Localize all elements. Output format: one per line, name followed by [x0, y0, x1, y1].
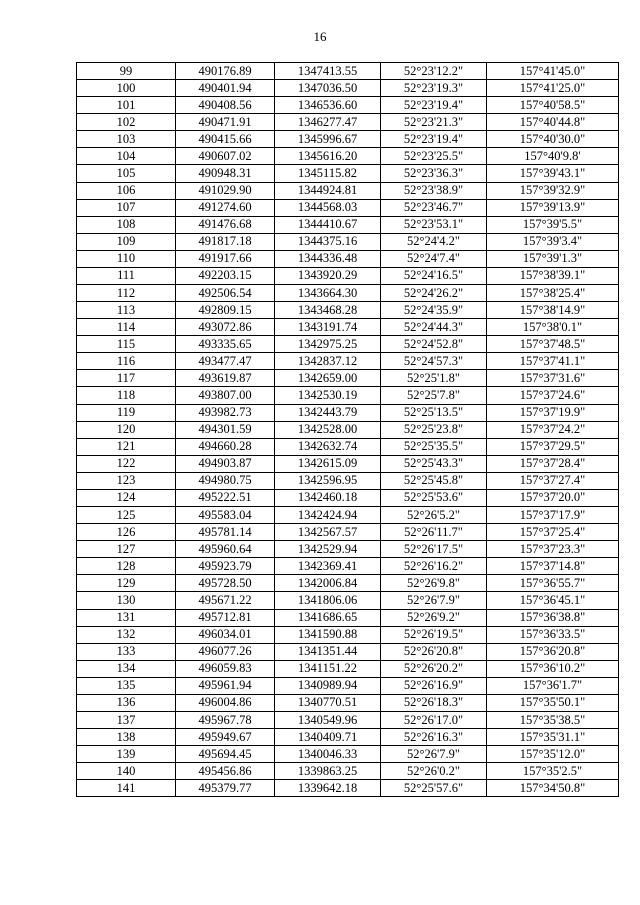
longitude-cell: 157°36'38.8"	[487, 609, 619, 626]
point-number-cell: 137	[77, 711, 176, 728]
point-number-cell: 116	[77, 353, 176, 370]
y-coordinate-cell: 1342529.94	[275, 541, 381, 558]
y-coordinate-cell: 1345616.20	[275, 148, 381, 165]
table-row	[77, 216, 619, 233]
x-coordinate-cell: 496059.83	[176, 660, 275, 677]
point-number-cell: 132	[77, 626, 176, 643]
point-number-cell: 140	[77, 763, 176, 780]
x-coordinate-cell: 490415.66	[176, 131, 275, 148]
table-row	[77, 387, 619, 404]
point-number-cell: 109	[77, 233, 176, 250]
x-coordinate-cell: 491029.90	[176, 182, 275, 199]
y-coordinate-cell: 1341686.65	[275, 609, 381, 626]
latitude-cell: 52°23'25.5"	[381, 148, 487, 165]
x-coordinate-cell: 493619.87	[176, 370, 275, 387]
table-row	[77, 319, 619, 336]
y-coordinate-cell: 1339642.18	[275, 780, 381, 797]
longitude-cell: 157°37'19.9"	[487, 404, 619, 421]
latitude-cell: 52°23'21.3"	[381, 114, 487, 131]
point-number-cell: 103	[77, 131, 176, 148]
latitude-cell: 52°25'57.6"	[381, 780, 487, 797]
y-coordinate-cell: 1340409.71	[275, 729, 381, 746]
point-number-cell: 125	[77, 507, 176, 524]
longitude-cell: 157°36'55.7"	[487, 575, 619, 592]
x-coordinate-cell: 495222.51	[176, 489, 275, 506]
point-number-cell: 138	[77, 729, 176, 746]
longitude-cell: 157°39'3.4"	[487, 233, 619, 250]
latitude-cell: 52°25'35.5"	[381, 438, 487, 455]
x-coordinate-cell: 495456.86	[176, 763, 275, 780]
longitude-cell: 157°38'0.1"	[487, 319, 619, 336]
longitude-cell: 157°41'45.0"	[487, 63, 619, 80]
x-coordinate-cell: 495694.45	[176, 746, 275, 763]
point-number-cell: 135	[77, 677, 176, 694]
table-row	[77, 694, 619, 711]
longitude-cell: 157°37'31.6"	[487, 370, 619, 387]
y-coordinate-cell: 1342530.19	[275, 387, 381, 404]
latitude-cell: 52°26'7.9"	[381, 592, 487, 609]
latitude-cell: 52°24'26.2"	[381, 285, 487, 302]
latitude-cell: 52°25'53.6"	[381, 489, 487, 506]
table-row	[77, 148, 619, 165]
y-coordinate-cell: 1342424.94	[275, 507, 381, 524]
latitude-cell: 52°25'45.8"	[381, 472, 487, 489]
longitude-cell: 157°35'12.0"	[487, 746, 619, 763]
x-coordinate-cell: 490176.89	[176, 63, 275, 80]
table-row	[77, 353, 619, 370]
point-number-cell: 107	[77, 199, 176, 216]
x-coordinate-cell: 496004.86	[176, 694, 275, 711]
point-number-cell: 110	[77, 250, 176, 267]
y-coordinate-cell: 1346536.60	[275, 97, 381, 114]
longitude-cell: 157°37'27.4"	[487, 472, 619, 489]
latitude-cell: 52°26'16.3"	[381, 729, 487, 746]
table-row	[77, 507, 619, 524]
latitude-cell: 52°25'13.5"	[381, 404, 487, 421]
y-coordinate-cell: 1346277.47	[275, 114, 381, 131]
table-row	[77, 524, 619, 541]
table-row	[77, 711, 619, 728]
point-number-cell: 128	[77, 558, 176, 575]
table-row	[77, 455, 619, 472]
table-row	[77, 97, 619, 114]
table-row	[77, 336, 619, 353]
point-number-cell: 122	[77, 455, 176, 472]
latitude-cell: 52°26'20.2"	[381, 660, 487, 677]
y-coordinate-cell: 1342460.18	[275, 489, 381, 506]
table-row	[77, 199, 619, 216]
point-number-cell: 130	[77, 592, 176, 609]
y-coordinate-cell: 1342596.95	[275, 472, 381, 489]
longitude-cell: 157°41'25.0"	[487, 80, 619, 97]
point-number-cell: 100	[77, 80, 176, 97]
latitude-cell: 52°26'9.8"	[381, 575, 487, 592]
y-coordinate-cell: 1344410.67	[275, 216, 381, 233]
longitude-cell: 157°35'2.5"	[487, 763, 619, 780]
x-coordinate-cell: 492506.54	[176, 285, 275, 302]
x-coordinate-cell: 490408.56	[176, 97, 275, 114]
longitude-cell: 157°36'20.8"	[487, 643, 619, 660]
table-row	[77, 763, 619, 780]
x-coordinate-cell: 496077.26	[176, 643, 275, 660]
longitude-cell: 157°34'50.8"	[487, 780, 619, 797]
y-coordinate-cell: 1344568.03	[275, 199, 381, 216]
y-coordinate-cell: 1342006.84	[275, 575, 381, 592]
point-number-cell: 141	[77, 780, 176, 797]
point-number-cell: 129	[77, 575, 176, 592]
longitude-cell: 157°35'31.1"	[487, 729, 619, 746]
table-row	[77, 592, 619, 609]
longitude-cell: 157°40'44.8"	[487, 114, 619, 131]
table-row	[77, 421, 619, 438]
latitude-cell: 52°24'57.3"	[381, 353, 487, 370]
coordinates-table	[76, 62, 619, 797]
y-coordinate-cell: 1342659.00	[275, 370, 381, 387]
table-row	[77, 489, 619, 506]
longitude-cell: 157°38'39.1"	[487, 267, 619, 284]
x-coordinate-cell: 495961.94	[176, 677, 275, 694]
table-row	[77, 558, 619, 575]
latitude-cell: 52°26'20.8"	[381, 643, 487, 660]
y-coordinate-cell: 1341351.44	[275, 643, 381, 660]
x-coordinate-cell: 493072.86	[176, 319, 275, 336]
x-coordinate-cell: 495949.67	[176, 729, 275, 746]
longitude-cell: 157°40'30.0"	[487, 131, 619, 148]
table-row	[77, 472, 619, 489]
point-number-cell: 104	[77, 148, 176, 165]
x-coordinate-cell: 490607.02	[176, 148, 275, 165]
table-row	[77, 233, 619, 250]
longitude-cell: 157°37'17.9"	[487, 507, 619, 524]
longitude-cell: 157°38'25.4"	[487, 285, 619, 302]
table-row	[77, 63, 619, 80]
coordinates-table-body	[77, 63, 619, 797]
point-number-cell: 99	[77, 63, 176, 80]
x-coordinate-cell: 491917.66	[176, 250, 275, 267]
longitude-cell: 157°39'1.3"	[487, 250, 619, 267]
latitude-cell: 52°24'35.9"	[381, 302, 487, 319]
y-coordinate-cell: 1342369.41	[275, 558, 381, 575]
y-coordinate-cell: 1345115.82	[275, 165, 381, 182]
longitude-cell: 157°35'50.1"	[487, 694, 619, 711]
longitude-cell: 157°38'14.9"	[487, 302, 619, 319]
x-coordinate-cell: 495712.81	[176, 609, 275, 626]
latitude-cell: 52°25'43.3"	[381, 455, 487, 472]
latitude-cell: 52°23'19.4"	[381, 97, 487, 114]
latitude-cell: 52°26'18.3"	[381, 694, 487, 711]
latitude-cell: 52°23'53.1"	[381, 216, 487, 233]
longitude-cell: 157°36'1.7"	[487, 677, 619, 694]
x-coordinate-cell: 491817.18	[176, 233, 275, 250]
x-coordinate-cell: 496034.01	[176, 626, 275, 643]
longitude-cell: 157°37'14.8"	[487, 558, 619, 575]
x-coordinate-cell: 494660.28	[176, 438, 275, 455]
x-coordinate-cell: 495728.50	[176, 575, 275, 592]
latitude-cell: 52°26'9.2"	[381, 609, 487, 626]
longitude-cell: 157°37'29.5"	[487, 438, 619, 455]
latitude-cell: 52°24'7.4"	[381, 250, 487, 267]
latitude-cell: 52°26'11.7"	[381, 524, 487, 541]
table-row	[77, 609, 619, 626]
table-row	[77, 438, 619, 455]
longitude-cell: 157°37'24.6"	[487, 387, 619, 404]
point-number-cell: 134	[77, 660, 176, 677]
longitude-cell: 157°37'48.5"	[487, 336, 619, 353]
longitude-cell: 157°36'33.5"	[487, 626, 619, 643]
y-coordinate-cell: 1340549.96	[275, 711, 381, 728]
y-coordinate-cell: 1342975.25	[275, 336, 381, 353]
latitude-cell: 52°23'46.7"	[381, 199, 487, 216]
x-coordinate-cell: 490401.94	[176, 80, 275, 97]
longitude-cell: 157°37'20.0"	[487, 489, 619, 506]
table-row	[77, 780, 619, 797]
point-number-cell: 124	[77, 489, 176, 506]
latitude-cell: 52°26'19.5"	[381, 626, 487, 643]
latitude-cell: 52°26'5.2"	[381, 507, 487, 524]
point-number-cell: 106	[77, 182, 176, 199]
table-row	[77, 302, 619, 319]
table-row	[77, 746, 619, 763]
y-coordinate-cell: 1339863.25	[275, 763, 381, 780]
y-coordinate-cell: 1340989.94	[275, 677, 381, 694]
latitude-cell: 52°23'19.3"	[381, 80, 487, 97]
table-row	[77, 626, 619, 643]
point-number-cell: 139	[77, 746, 176, 763]
x-coordinate-cell: 493335.65	[176, 336, 275, 353]
x-coordinate-cell: 492809.15	[176, 302, 275, 319]
table-row	[77, 114, 619, 131]
latitude-cell: 52°23'36.3"	[381, 165, 487, 182]
y-coordinate-cell: 1340046.33	[275, 746, 381, 763]
y-coordinate-cell: 1343664.30	[275, 285, 381, 302]
x-coordinate-cell: 491274.60	[176, 199, 275, 216]
latitude-cell: 52°24'52.8"	[381, 336, 487, 353]
y-coordinate-cell: 1341806.06	[275, 592, 381, 609]
y-coordinate-cell: 1344924.81	[275, 182, 381, 199]
page-number: 16	[313, 29, 327, 44]
latitude-cell: 52°25'1.8"	[381, 370, 487, 387]
point-number-cell: 101	[77, 97, 176, 114]
table-row	[77, 250, 619, 267]
x-coordinate-cell: 490948.31	[176, 165, 275, 182]
x-coordinate-cell: 495583.04	[176, 507, 275, 524]
x-coordinate-cell: 495967.78	[176, 711, 275, 728]
y-coordinate-cell: 1343468.28	[275, 302, 381, 319]
table-row	[77, 575, 619, 592]
latitude-cell: 52°24'16.5"	[381, 267, 487, 284]
table-row	[77, 643, 619, 660]
longitude-cell: 157°39'32.9"	[487, 182, 619, 199]
y-coordinate-cell: 1342567.57	[275, 524, 381, 541]
longitude-cell: 157°40'58.5"	[487, 97, 619, 114]
x-coordinate-cell: 495923.79	[176, 558, 275, 575]
latitude-cell: 52°26'0.2"	[381, 763, 487, 780]
x-coordinate-cell: 495960.64	[176, 541, 275, 558]
latitude-cell: 52°26'16.9"	[381, 677, 487, 694]
y-coordinate-cell: 1342615.09	[275, 455, 381, 472]
longitude-cell: 157°37'41.1"	[487, 353, 619, 370]
longitude-cell: 157°37'25.4"	[487, 524, 619, 541]
point-number-cell: 126	[77, 524, 176, 541]
point-number-cell: 114	[77, 319, 176, 336]
x-coordinate-cell: 495781.14	[176, 524, 275, 541]
table-row	[77, 267, 619, 284]
table-row	[77, 285, 619, 302]
x-coordinate-cell: 490471.91	[176, 114, 275, 131]
point-number-cell: 115	[77, 336, 176, 353]
x-coordinate-cell: 493807.00	[176, 387, 275, 404]
longitude-cell: 157°37'28.4"	[487, 455, 619, 472]
longitude-cell: 157°37'23.3"	[487, 541, 619, 558]
table-row	[77, 80, 619, 97]
latitude-cell: 52°23'38.9"	[381, 182, 487, 199]
y-coordinate-cell: 1345996.67	[275, 131, 381, 148]
point-number-cell: 113	[77, 302, 176, 319]
y-coordinate-cell: 1340770.51	[275, 694, 381, 711]
y-coordinate-cell: 1343920.29	[275, 267, 381, 284]
table-row	[77, 370, 619, 387]
y-coordinate-cell: 1342528.00	[275, 421, 381, 438]
latitude-cell: 52°24'44.3"	[381, 319, 487, 336]
y-coordinate-cell: 1347413.55	[275, 63, 381, 80]
x-coordinate-cell: 495671.22	[176, 592, 275, 609]
table-row	[77, 677, 619, 694]
point-number-cell: 121	[77, 438, 176, 455]
point-number-cell: 111	[77, 267, 176, 284]
x-coordinate-cell: 491476.68	[176, 216, 275, 233]
table-row	[77, 165, 619, 182]
point-number-cell: 136	[77, 694, 176, 711]
point-number-cell: 131	[77, 609, 176, 626]
point-number-cell: 108	[77, 216, 176, 233]
point-number-cell: 123	[77, 472, 176, 489]
table-row	[77, 660, 619, 677]
latitude-cell: 52°25'7.8"	[381, 387, 487, 404]
table-row	[77, 182, 619, 199]
longitude-cell: 157°39'43.1"	[487, 165, 619, 182]
point-number-cell: 105	[77, 165, 176, 182]
longitude-cell: 157°37'24.2"	[487, 421, 619, 438]
y-coordinate-cell: 1347036.50	[275, 80, 381, 97]
longitude-cell: 157°36'45.1"	[487, 592, 619, 609]
point-number-cell: 133	[77, 643, 176, 660]
y-coordinate-cell: 1343191.74	[275, 319, 381, 336]
latitude-cell: 52°23'19.4"	[381, 131, 487, 148]
point-number-cell: 118	[77, 387, 176, 404]
point-number-cell: 102	[77, 114, 176, 131]
x-coordinate-cell: 495379.77	[176, 780, 275, 797]
longitude-cell: 157°39'13.9"	[487, 199, 619, 216]
x-coordinate-cell: 493477.47	[176, 353, 275, 370]
table-row	[77, 131, 619, 148]
point-number-cell: 117	[77, 370, 176, 387]
point-number-cell: 119	[77, 404, 176, 421]
latitude-cell: 52°26'17.0"	[381, 711, 487, 728]
longitude-cell: 157°36'10.2"	[487, 660, 619, 677]
y-coordinate-cell: 1342837.12	[275, 353, 381, 370]
point-number-cell: 120	[77, 421, 176, 438]
latitude-cell: 52°26'16.2"	[381, 558, 487, 575]
y-coordinate-cell: 1344375.16	[275, 233, 381, 250]
longitude-cell: 157°40'9.8'	[487, 148, 619, 165]
point-number-cell: 112	[77, 285, 176, 302]
latitude-cell: 52°24'4.2"	[381, 233, 487, 250]
y-coordinate-cell: 1341151.22	[275, 660, 381, 677]
point-number-cell: 127	[77, 541, 176, 558]
y-coordinate-cell: 1342443.79	[275, 404, 381, 421]
longitude-cell: 157°39'5.5"	[487, 216, 619, 233]
latitude-cell: 52°26'17.5"	[381, 541, 487, 558]
y-coordinate-cell: 1344336.48	[275, 250, 381, 267]
x-coordinate-cell: 494980.75	[176, 472, 275, 489]
x-coordinate-cell: 492203.15	[176, 267, 275, 284]
x-coordinate-cell: 493982.73	[176, 404, 275, 421]
longitude-cell: 157°35'38.5"	[487, 711, 619, 728]
y-coordinate-cell: 1342632.74	[275, 438, 381, 455]
x-coordinate-cell: 494903.87	[176, 455, 275, 472]
table-row	[77, 404, 619, 421]
table-row	[77, 541, 619, 558]
x-coordinate-cell: 494301.59	[176, 421, 275, 438]
latitude-cell: 52°23'12.2"	[381, 63, 487, 80]
latitude-cell: 52°25'23.8"	[381, 421, 487, 438]
table-row	[77, 729, 619, 746]
y-coordinate-cell: 1341590.88	[275, 626, 381, 643]
latitude-cell: 52°26'7.9"	[381, 746, 487, 763]
